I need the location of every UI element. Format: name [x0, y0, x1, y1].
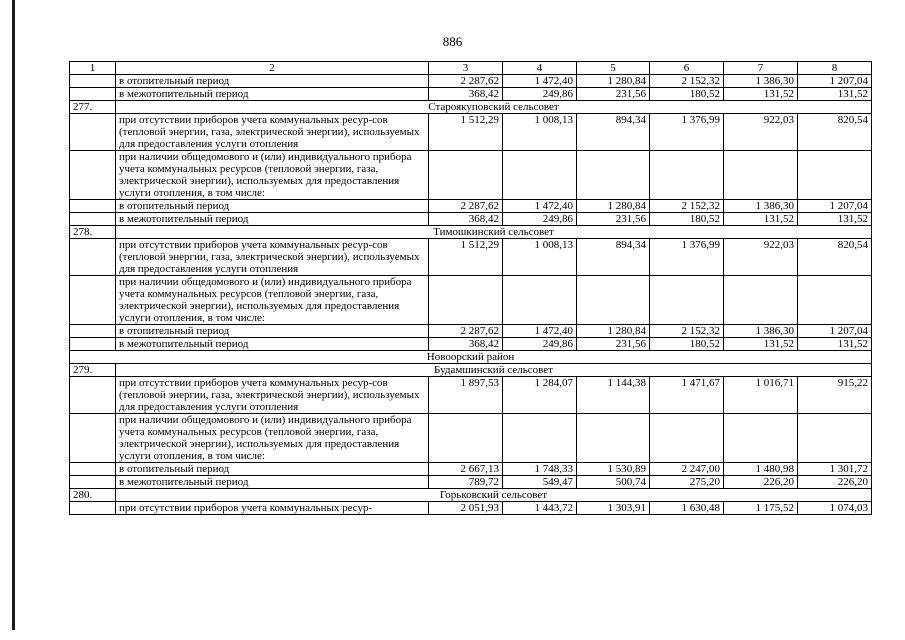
value-cell: 1 207,04	[798, 75, 872, 88]
table-row	[70, 200, 872, 213]
row-number-cell	[70, 276, 116, 325]
value-cell: 820,54	[798, 239, 872, 276]
value-cell: 915,22	[798, 377, 872, 414]
value-cell: 368,42	[429, 338, 503, 351]
value-cell: 1 207,04	[798, 325, 872, 338]
value-cell: 1 280,84	[577, 200, 650, 213]
value-cell: 1 748,33	[503, 463, 577, 476]
row-label: при наличии общедомового и (или) индивидуального прибора учета коммунальных ресурсов (тепловой энергии, газа, электрической энергии), используемых для предоставления услуги отопления, в том числе:	[116, 276, 429, 325]
row-number-cell	[70, 200, 116, 213]
table-row	[70, 151, 872, 200]
row-label: в отопительный период	[116, 463, 429, 476]
value-cell	[650, 414, 724, 463]
value-cell: 131,52	[798, 213, 872, 226]
row-label: при отсутствии приборов учета коммунальных ресур-сов (тепловой энергии, газа, электрической энергии), используемых для предоставления услуги отопления	[116, 239, 429, 276]
row-number-cell	[70, 88, 116, 101]
value-cell: 180,52	[650, 88, 724, 101]
value-cell: 226,20	[798, 476, 872, 489]
scan-edge-line	[12, 0, 15, 630]
value-cell: 1 472,40	[503, 200, 577, 213]
value-cell: 2 287,62	[429, 75, 503, 88]
value-cell: 2 152,32	[650, 75, 724, 88]
row-number-cell	[70, 377, 116, 414]
table-row	[70, 377, 872, 414]
value-cell: 275,20	[650, 476, 724, 489]
value-cell: 1 472,40	[503, 75, 577, 88]
row-label: в межотопительный период	[116, 338, 429, 351]
value-cell: 131,52	[724, 88, 798, 101]
value-cell: 1 386,30	[724, 200, 798, 213]
value-cell: 1 016,71	[724, 377, 798, 414]
value-cell: 1 471,67	[650, 377, 724, 414]
value-cell: 1 897,53	[429, 377, 503, 414]
value-cell: 894,34	[577, 114, 650, 151]
district-row	[70, 351, 872, 364]
section-title: Староякуповский сельсовет	[116, 101, 872, 114]
column-header: 4	[503, 62, 577, 75]
value-cell: 131,52	[724, 338, 798, 351]
value-cell: 789,72	[429, 476, 503, 489]
row-number-cell	[70, 75, 116, 88]
value-cell: 131,52	[798, 88, 872, 101]
value-cell: 1 280,84	[577, 325, 650, 338]
row-label: при отсутствии приборов учета коммунальных ресур-сов (тепловой энергии, газа, электрической энергии), используемых для предоставления услуги отопления	[116, 114, 429, 151]
row-label: в отопительный период	[116, 75, 429, 88]
value-cell	[429, 276, 503, 325]
value-cell	[577, 276, 650, 325]
value-cell	[650, 276, 724, 325]
value-cell: 1 144,38	[577, 377, 650, 414]
value-cell: 2 247,00	[650, 463, 724, 476]
value-cell: 2 152,32	[650, 325, 724, 338]
value-cell	[798, 414, 872, 463]
value-cell: 1 386,30	[724, 75, 798, 88]
row-label: при наличии общедомового и (или) индивидуального прибора учета коммунальных ресурсов (тепловой энергии, газа, электрической энергии), используемых для предоставления услуги отопления, в том числе:	[116, 414, 429, 463]
tariff-table	[69, 61, 872, 515]
table-row	[70, 338, 872, 351]
value-cell: 1 301,72	[798, 463, 872, 476]
value-cell: 1 303,91	[577, 502, 650, 515]
value-cell	[798, 276, 872, 325]
value-cell: 226,20	[724, 476, 798, 489]
value-cell: 1 530,89	[577, 463, 650, 476]
value-cell: 180,52	[650, 213, 724, 226]
row-label: в межотопительный период	[116, 213, 429, 226]
section-title: Будамшинский сельсовет	[116, 364, 872, 377]
value-cell: 500,74	[577, 476, 650, 489]
row-label: при наличии общедомового и (или) индивидуального прибора учета коммунальных ресурсов (тепловой энергии, газа, электрической энергии), используемых для предоставления услуги отопления, в том числе:	[116, 151, 429, 200]
value-cell	[577, 414, 650, 463]
row-number-cell	[70, 476, 116, 489]
value-cell	[429, 414, 503, 463]
value-cell: 922,03	[724, 114, 798, 151]
row-number-cell	[70, 239, 116, 276]
row-number-cell	[70, 114, 116, 151]
value-cell	[724, 414, 798, 463]
section-number: 277.	[70, 101, 116, 114]
value-cell: 368,42	[429, 88, 503, 101]
table-row	[70, 213, 872, 226]
section-number: 278.	[70, 226, 116, 239]
column-header: 6	[650, 62, 724, 75]
value-cell: 131,52	[798, 338, 872, 351]
value-cell: 1 074,03	[798, 502, 872, 515]
value-cell: 1 512,29	[429, 114, 503, 151]
value-cell: 1 512,29	[429, 239, 503, 276]
row-number-cell	[70, 502, 116, 515]
value-cell: 1 480,98	[724, 463, 798, 476]
column-header: 5	[577, 62, 650, 75]
column-header: 3	[429, 62, 503, 75]
row-number-cell	[70, 325, 116, 338]
row-label: в отопительный период	[116, 200, 429, 213]
table-row	[70, 88, 872, 101]
value-cell: 2 287,62	[429, 325, 503, 338]
section-title: Тимошкинский сельсовет	[116, 226, 872, 239]
section-row	[70, 489, 872, 502]
value-cell	[798, 151, 872, 200]
table-row	[70, 476, 872, 489]
value-cell: 1 008,13	[503, 114, 577, 151]
section-row	[70, 364, 872, 377]
section-title: Горьковский сельсовет	[116, 489, 872, 502]
column-number-row	[70, 62, 872, 75]
value-cell: 1 175,52	[724, 502, 798, 515]
value-cell: 894,34	[577, 239, 650, 276]
row-label: в межотопительный период	[116, 476, 429, 489]
value-cell: 820,54	[798, 114, 872, 151]
value-cell: 231,56	[577, 338, 650, 351]
value-cell: 2 667,13	[429, 463, 503, 476]
row-label: в межотопительный период	[116, 88, 429, 101]
table-row	[70, 414, 872, 463]
column-header: 2	[116, 62, 429, 75]
value-cell: 131,52	[724, 213, 798, 226]
section-row	[70, 101, 872, 114]
section-row	[70, 226, 872, 239]
row-number-cell	[70, 414, 116, 463]
table-row	[70, 239, 872, 276]
section-number: 279.	[70, 364, 116, 377]
value-cell: 1 008,13	[503, 239, 577, 276]
table-row	[70, 325, 872, 338]
value-cell: 1 386,30	[724, 325, 798, 338]
district-title: Новоорский район	[70, 351, 872, 364]
row-label: в отопительный период	[116, 325, 429, 338]
column-header: 7	[724, 62, 798, 75]
value-cell: 1 280,84	[577, 75, 650, 88]
value-cell: 2 287,62	[429, 200, 503, 213]
value-cell: 1 207,04	[798, 200, 872, 213]
column-header: 1	[70, 62, 116, 75]
table-row	[70, 276, 872, 325]
table-row	[70, 75, 872, 88]
value-cell: 2 152,32	[650, 200, 724, 213]
value-cell: 180,52	[650, 338, 724, 351]
row-number-cell	[70, 463, 116, 476]
value-cell: 1 284,07	[503, 377, 577, 414]
row-number-cell	[70, 151, 116, 200]
value-cell: 1 443,72	[503, 502, 577, 515]
value-cell	[724, 151, 798, 200]
value-cell: 249,86	[503, 88, 577, 101]
value-cell: 249,86	[503, 338, 577, 351]
value-cell	[503, 276, 577, 325]
value-cell: 2 051,93	[429, 502, 503, 515]
value-cell: 549,47	[503, 476, 577, 489]
row-number-cell	[70, 213, 116, 226]
value-cell: 1 376,99	[650, 239, 724, 276]
table-row	[70, 114, 872, 151]
value-cell: 231,56	[577, 88, 650, 101]
value-cell	[429, 151, 503, 200]
table-row	[70, 463, 872, 476]
row-label: при отсутствии приборов учета коммунальных ресур-	[116, 502, 429, 515]
table-body	[70, 62, 872, 515]
value-cell: 231,56	[577, 213, 650, 226]
value-cell: 1 472,40	[503, 325, 577, 338]
value-cell	[650, 151, 724, 200]
value-cell: 368,42	[429, 213, 503, 226]
value-cell: 922,03	[724, 239, 798, 276]
value-cell	[577, 151, 650, 200]
row-number-cell	[70, 338, 116, 351]
value-cell	[503, 151, 577, 200]
section-number: 280.	[70, 489, 116, 502]
column-header: 8	[798, 62, 872, 75]
value-cell: 1 376,99	[650, 114, 724, 151]
value-cell: 1 630,48	[650, 502, 724, 515]
value-cell	[503, 414, 577, 463]
page-number: 886	[442, 34, 463, 49]
table-row	[70, 502, 872, 515]
row-label: при отсутствии приборов учета коммунальных ресур-сов (тепловой энергии, газа, электрической энергии), используемых для предоставления услуги отопления	[116, 377, 429, 414]
value-cell	[724, 276, 798, 325]
value-cell: 249,86	[503, 213, 577, 226]
